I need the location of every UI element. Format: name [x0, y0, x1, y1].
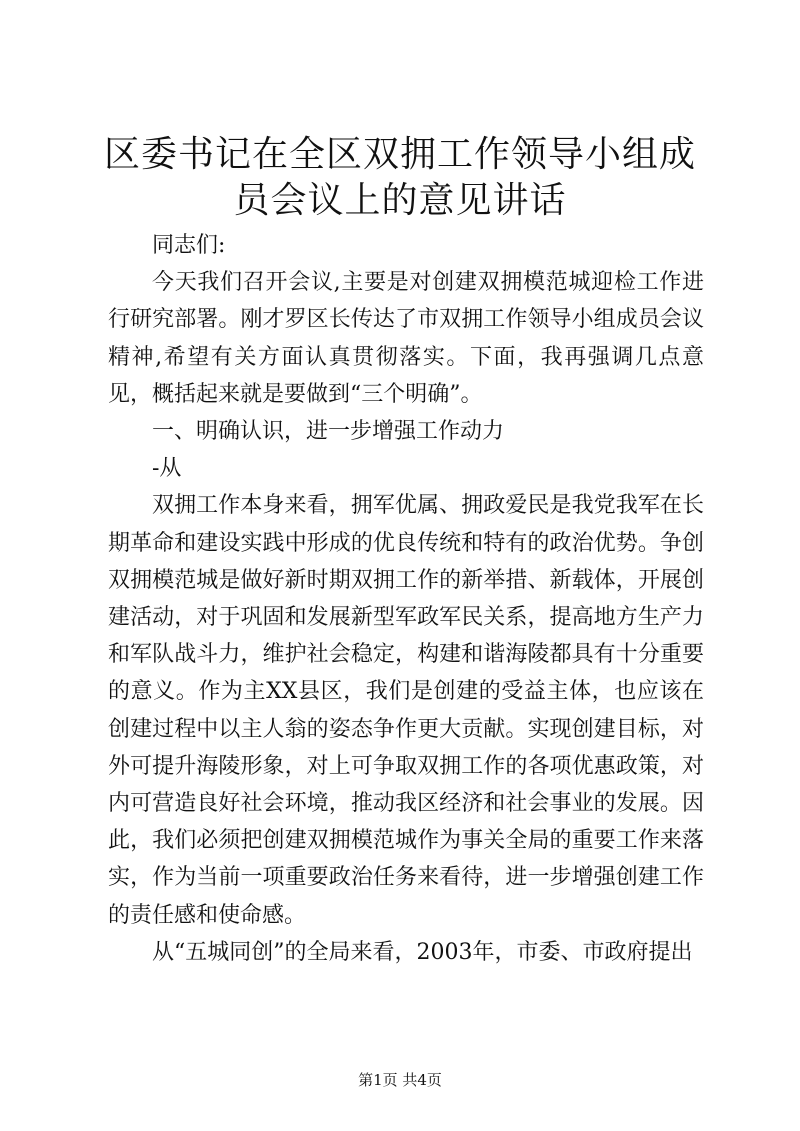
- salutation-paragraph: 同志们:: [152, 233, 226, 258]
- body-paragraph: 双拥工作本身来看，拥军优属、拥政爱民是我党我军在长期革命和建设实践中形成的优良传统和特有的政治优势。争创双拥模范城是做好新时期双拥工作的新举措、新载体，开展创建活动，对于巩固和发展新型军政军民关系，提高地方生产力和军队战斗力，维护社会稳定，构建和谐海陵都具有十分重要的意义。作为主XX县区，我们是创建的受益主体，也应该在创建过程中以主人翁的姿态争作更大贡献。实现创建目标，对外可提升海陵形象，对上可争取双拥工作的各项优惠政策，对内可营造良好社会环境，推动我区经济和社会事业的发展。因此，我们必须把创建双拥模范城作为事关全局的重要工作来落实，作为当前一项重要政治任务来看待，进一步增强创建工作的责任感和使命感。: [108, 493, 704, 928]
- document-title: 区委书记在全区双拥工作领导小组成员会议上的意见讲话: [103, 134, 696, 221]
- intro-paragraph: 今天我们召开会议,主要是对创建双拥模范城迎检工作进行研究部署。刚才罗区长传达了市双拥工作领导小组成员会议精神,希望有关方面认真贯彻落实。下面，我再强调几点意见，概括起来就是要做到“三个明确”。: [108, 270, 704, 407]
- sub-point-paragraph: -从: [152, 456, 182, 482]
- body-paragraph: 从“五城同创”的全局来看，2003年，市委、市政府提出: [152, 939, 693, 965]
- section-heading: 一、明确认识，进一步增强工作动力: [152, 419, 505, 445]
- document-body: [108, 227, 704, 971]
- page-footer: 第1页 共4页: [358, 1071, 442, 1089]
